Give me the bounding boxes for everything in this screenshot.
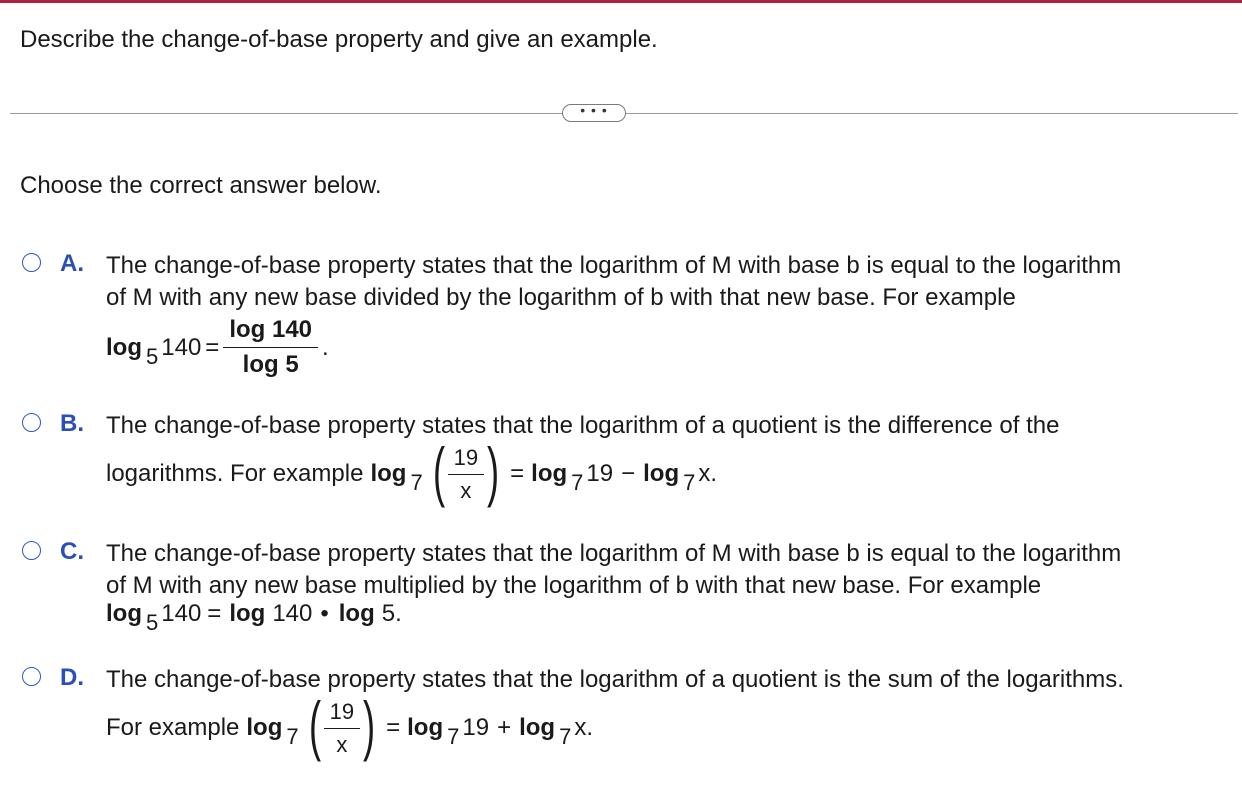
log-argument: 19: [462, 714, 490, 741]
log-keyword: log: [106, 600, 142, 627]
right-paren: ): [487, 434, 500, 508]
operator: +: [497, 714, 512, 741]
radio-option-b[interactable]: [22, 413, 41, 432]
fraction-numerator: log 140: [229, 316, 313, 343]
fraction-numerator: 19: [329, 698, 355, 724]
option-d-lead: For example: [106, 714, 240, 741]
left-paren: (: [308, 688, 321, 762]
option-c-text: [106, 538, 1216, 602]
log-argument: 5: [381, 600, 396, 627]
log-argument: 140: [161, 600, 202, 627]
period: .: [586, 714, 593, 741]
fraction-denominator: x: [460, 477, 472, 503]
parenthesized-fraction: [304, 688, 380, 762]
period: .: [710, 460, 718, 487]
option-c-letter: C.: [60, 538, 84, 565]
parenthesized-fraction: [428, 434, 504, 508]
log-keyword: log: [246, 714, 283, 741]
option-d-letter: D.: [60, 664, 84, 691]
log-base: 7: [447, 724, 460, 749]
log-argument: 140: [272, 600, 313, 627]
option-b-lead: logarithms. For example: [106, 460, 364, 487]
more-options-button[interactable]: • • •: [562, 104, 626, 122]
top-accent-line: [0, 0, 1242, 3]
period: .: [395, 600, 402, 627]
equals-sign: =: [207, 600, 222, 627]
fraction: [223, 316, 318, 379]
log-base: 5: [146, 343, 159, 369]
option-c-math: [106, 600, 402, 635]
log-argument: 19: [586, 460, 614, 487]
option-b-line1: The change-of-base property states that the logarithm of a quotient is the difference of the: [106, 412, 1060, 439]
option-c-line2: of M with any new base multiplied by the logarithm of b with that new base. For example: [106, 572, 1042, 599]
radio-option-c[interactable]: [22, 541, 41, 560]
question-text: Describe the change-of-base property and give an example.: [20, 26, 658, 53]
right-paren: ): [363, 688, 376, 762]
log-argument: x: [574, 714, 587, 741]
log-keyword: log: [531, 460, 568, 487]
option-a-letter: A.: [60, 250, 84, 277]
left-paren: (: [432, 434, 445, 508]
log-base: 7: [683, 470, 696, 495]
log-keyword: log: [519, 714, 556, 741]
log-base: 7: [410, 470, 423, 495]
log-argument: x: [698, 460, 711, 487]
equals-sign: =: [510, 460, 525, 487]
log-keyword: log: [106, 333, 142, 361]
option-c-line1: The change-of-base property states that the logarithm of M with base b is equal to the logarithm: [106, 540, 1122, 567]
log-keyword: log: [643, 460, 680, 487]
option-a-math: [106, 316, 329, 379]
fraction-numerator: 19: [453, 444, 479, 470]
period: .: [322, 333, 329, 361]
log-keyword: log: [229, 600, 266, 627]
log-argument: 140: [161, 333, 202, 361]
fraction-denominator: x: [336, 731, 348, 757]
option-b-math: [106, 434, 718, 508]
answer-prompt: Choose the correct answer below.: [20, 172, 382, 199]
radio-option-d[interactable]: [22, 667, 41, 686]
option-a-line2: of M with any new base divided by the logarithm of b with that new base. For example: [106, 284, 1016, 311]
log-keyword: log: [338, 600, 375, 627]
option-d-line1: The change-of-base property states that the logarithm of a quotient is the sum of the logarithms.: [106, 666, 1124, 693]
fraction: [448, 445, 484, 504]
option-d-text: [106, 664, 1216, 696]
equals-sign: =: [386, 714, 401, 741]
log-keyword: log: [370, 460, 407, 487]
equals-sign: =: [205, 333, 220, 361]
option-a-line1: The change-of-base property states that the logarithm of M with base b is equal to the logarithm: [106, 252, 1122, 279]
log-base: 5: [146, 610, 159, 635]
option-d-math: [106, 688, 593, 762]
fraction: [324, 699, 360, 758]
log-base: 7: [559, 724, 572, 749]
fraction-denominator: log 5: [242, 351, 299, 378]
log-base: 7: [571, 470, 584, 495]
option-a-text: [106, 250, 1216, 314]
option-b-letter: B.: [60, 410, 84, 437]
option-b-text: [106, 410, 1216, 442]
radio-option-a[interactable]: [22, 253, 41, 272]
multiplication-dot: •: [320, 600, 329, 627]
log-keyword: log: [407, 714, 444, 741]
log-base: 7: [286, 724, 299, 749]
operator: −: [621, 460, 636, 487]
